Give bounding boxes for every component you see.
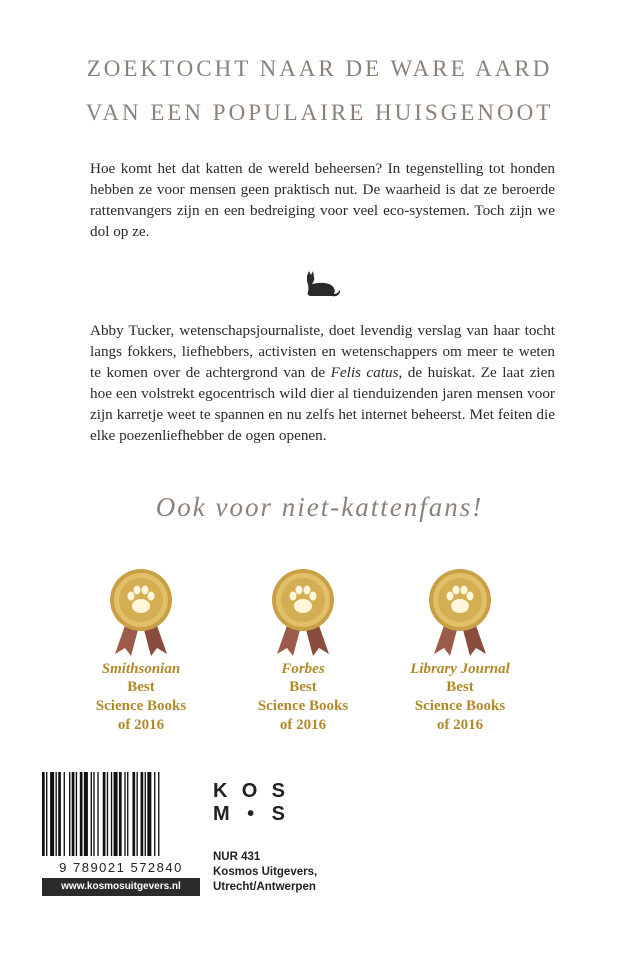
award-library-journal [385, 568, 535, 735]
award-forbes [228, 568, 378, 735]
barcode-bar [127, 772, 128, 856]
body-text-2: , de huiskat. Ze laat zien hoe een volstrekt egocentrisch wild dier al tienduizenden jaren mensen voor zijn karretje weet te spannen en nu zelfs het internet beheerst. Met feiten die elke poezenliefhebber de ogen openen. [90, 364, 555, 444]
award-line-1: Best [446, 679, 474, 695]
nur-code: NUR 431 [213, 851, 261, 863]
barcode-bar [64, 772, 65, 856]
award-line-2: Science Books [414, 698, 506, 714]
barcode-bar [147, 772, 151, 856]
logo-letter: M [213, 803, 230, 825]
award-source: Smithsonian [101, 661, 181, 677]
logo-dot: • [247, 803, 255, 825]
award-line-1: Best [127, 679, 155, 695]
award-smithsonian [66, 568, 216, 735]
heading-line-1: ZOEKTOCHT NAAR DE WARE AARD [86, 56, 553, 81]
barcode-bar [58, 772, 61, 856]
logo-letter: S [271, 803, 285, 825]
barcode [42, 772, 200, 856]
publisher-info [213, 850, 317, 895]
award-source: Forbes [281, 661, 325, 677]
publisher-name: Kosmos Uitgevers, [213, 866, 318, 878]
isbn-number: 9 789021 572840 [59, 860, 183, 875]
award-line-3: of 2016 [436, 717, 484, 733]
barcode-bar [111, 772, 112, 856]
paw-medal-icon [424, 568, 496, 656]
barcode-bar [119, 772, 122, 856]
barcode-bar [46, 772, 47, 856]
cat-icon [301, 270, 341, 298]
paw-medal-icon [105, 568, 177, 656]
barcode-bar [132, 772, 135, 856]
barcode-bar [56, 772, 57, 856]
barcode-bar [91, 772, 92, 856]
barcode-bar [114, 772, 118, 856]
award-source: Library Journal [410, 661, 510, 677]
award-line-3: of 2016 [279, 717, 327, 733]
barcode-bar [84, 772, 88, 856]
intro-paragraph: Hoe komt het dat katten de wereld beheersen? In tegenstelling tot honden hebben ze voor mensen geen praktisch nut. De waarheid is dat ze beroerde rattenvangers zijn en een bedreiging voor veel eco-systemen. Toch zijn we dol op ze. [90, 160, 555, 240]
barcode-bar [97, 772, 98, 856]
barcode-bar [42, 772, 45, 856]
tagline: Ook voor niet-kattenfans! [155, 492, 484, 522]
website-url[interactable]: www.kosmosuitgevers.nl [42, 878, 200, 896]
body-paragraph [90, 320, 555, 446]
logo-letter: S [271, 780, 285, 802]
logo-letter: K [213, 780, 228, 802]
kosmos-logo [213, 780, 285, 828]
heading-line-2: VAN EEN POPULAIRE HUISGENOOT [85, 100, 554, 125]
barcode-bar [154, 772, 155, 856]
award-line-1: Best [289, 679, 317, 695]
award-line-3: of 2016 [117, 717, 165, 733]
award-line-2: Science Books [95, 698, 187, 714]
logo-letter: O [241, 780, 258, 802]
body-text-1: Abby Tucker, wetenschapsjournaliste, doet levendig verslag van haar tocht langs fokkers, liefhebbers, activisten en wetenschappers om meer te weten te komen over de achtergrond van de [90, 322, 555, 381]
barcode-bar [137, 772, 138, 856]
publisher-city: Utrecht/Antwerpen [213, 881, 316, 893]
barcode-bar [124, 772, 125, 856]
barcode-bar [93, 772, 94, 856]
barcode-bar [158, 772, 159, 856]
barcode-bar [103, 772, 106, 856]
barcode-bar [80, 772, 83, 856]
barcode-bar [145, 772, 146, 856]
barcode-bar [72, 772, 75, 856]
paw-medal-icon [267, 568, 339, 656]
barcode-bar [107, 772, 108, 856]
award-line-2: Science Books [257, 698, 349, 714]
barcode-bar [69, 772, 70, 856]
species-name: Felis catus [330, 364, 399, 381]
barcode-bar [141, 772, 144, 856]
barcode-bar [50, 772, 54, 856]
barcode-bar [76, 772, 77, 856]
